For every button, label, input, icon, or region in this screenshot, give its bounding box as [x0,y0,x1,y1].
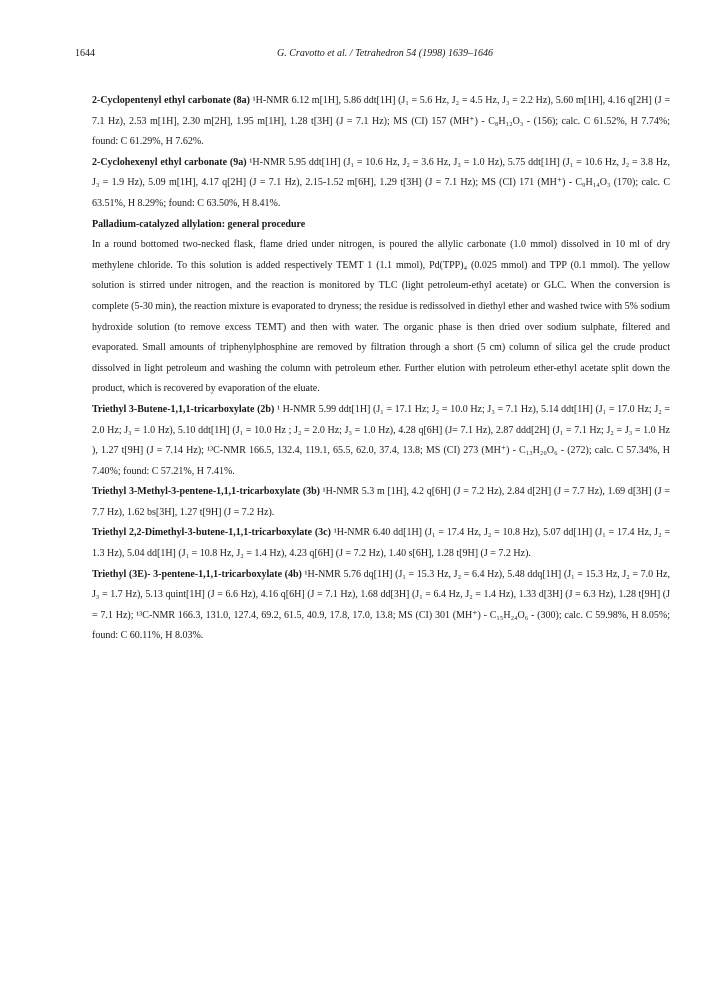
compound-data: ¹H-NMR 5.3 m [1H], 4.2 q[6H] (J = 7.2 Hz), 2.84 d[2H] (J = 7.7 Hz), 1.69 d[3H] (J = 7.7 Hz), 1.62 bs[3H], 1.27 t[9H] (J = 7.2 Hz). [92,486,670,518]
compound-entry-3c [92,523,670,564]
compound-title: Triethyl 3-Butene-1,1,1-tricarboxylate (2b) [92,403,275,415]
compound-data: ¹H-NMR 5.76 dq[1H] (J₁ = 15.3 Hz, J₂ = 6.4 Hz), 5.48 ddq[1H] (J₁ = 15.3 Hz, J₂ = 7.0 Hz, J₃ = 1.7 Hz), 5.13 quint[1H] (J = 6.6 Hz), 4.16 q[6H] (J = 7.1 Hz), 1.68 dd[3H] (J₁ = 6.4 Hz, J₂ = 1.4 Hz), 1.33 d[3H] (J = 6.3 Hz), 1.28 t[9H] (J = 7.1 Hz); ¹³C-NMR 166.3, 131.0, 127.4, 69.2, 61.5, 40.9, 17.8, 17.0, 13.8; MS (CI) 301 (MH⁺) - C₁₅H₂₄O₆ - (300); calc. C 59.98%, H 8.05%; found: C 60.11%, H 8.03%. [92,568,670,642]
compound-data: ¹H-NMR 5.95 ddt[1H] (J₁ = 10.6 Hz, J₂ = 3.6 Hz, J₃ = 1.0 Hz), 5.75 ddt[1H] (J₁ = 10.6 Hz, J₂ = 3.8 Hz, J₃ = 1.9 Hz), 5.09 m[1H], 4.17 q[2H] (J = 7.1 Hz), 2.15-1.52 m[6H], 1.29 t[3H] (J = 7.1 Hz); MS (CI) 171 (MH⁺) - C₉H₁₄O₃ (170); calc. C 63.51%, H 8.29%; found: C 63.50%, H 8.41%. [92,156,670,209]
compound-entry-9a [92,153,670,215]
compound-title: 2-Cyclopentenyl ethyl carbonate (8a) [92,95,250,106]
procedure-paragraph [92,235,670,400]
section-heading: Palladium-catalyzed allylation: general procedure [92,218,306,230]
procedure-text: In a round bottomed two-necked flask, flame dried under nitrogen, is poured the allylic carbonate (1.0 mmol) dissolved in 10 ml of dry methylene chloride. To this solution is added respectively TEMT 1 (1.1 mmol), Pd(TPP)₄ (0.025 mmol) and TPP (0.1 mmol). The yellow solution is stirred under nitrogen, and the reaction is monitored by TLC (light petroleum-ethyl acetate) or GLC. When the conversion is complete (5-30 min), the reaction mixture is evaporated to dryness; the residue is redissolved in diethyl ether and washed twice with 5% sodium hydroxide solution (to remove excess TEMT) and then with water. The organic phase is then dried over sodium sulphate, filtered and evaporated. Small amounts of triphenylphosphine are removed by filtration through a short (5 cm) column of silica gel the crude product dissolved in light petroleum and washing the column with petroleum ether. Further elution with petroleum ether-ethyl acetate split down the product, which is recovered by evaporation of the eluate. [92,239,670,395]
compound-entry-3b [92,482,670,523]
article-body [92,91,670,647]
compound-entry-2b [92,400,670,482]
compound-title: Triethyl 3-Methyl-3-pentene-1,1,1-tricarboxylate (3b) [92,486,320,498]
compound-entry-4b [92,565,670,647]
page-number: 1644 [75,48,95,59]
compound-title: Triethyl 2,2-Dimethyl-3-butene-1,1,1-tricarboxylate (3c) [92,527,331,539]
running-head: G. Cravotto et al. / Tetrahedron 54 (1998) 1639–1646 [277,48,493,59]
page-header [75,48,675,64]
compound-title: Triethyl (3E)- 3-pentene-1,1,1-tricarboxylate (4b) [92,568,302,580]
compound-entry-8a [92,91,670,153]
compound-title: 2-Cyclohexenyl ethyl carbonate (9a) [92,156,247,168]
compound-data: ¹ H-NMR 5.99 ddt[1H] (J₁ = 17.1 Hz; J₂ = 10.0 Hz; J₃ = 7.1 Hz), 5.14 ddt[1H] (J₁ = 17.0 Hz; J₂ = 2.0 Hz; J₃ = 1.0 Hz), 5.10 ddt[1H] (J₁ = 10.0 Hz ; J₂ = 2.0 Hz; J₃ = 1.0 Hz), 4.28 q[6H] (J= 7.1 Hz), 2.87 ddd[2H] (J₁ = 7.1 Hz; J₂ = J₃ = 1.0 Hz ), 1.27 t[9H] (J = 7.14 Hz); ¹³C-NMR 166.5, 132.4, 119.1, 65.5, 62.0, 37.4, 13.8; MS (CI) 273 (MH⁺) - C₁₃H₂₀O₆ - (272); calc. C 57.34%, H 7.40%; found: C 57.21%, H 7.41%. [92,403,670,477]
compound-data: ¹H-NMR 6.40 dd[1H] (J₁ = 17.4 Hz, J₂ = 10.8 Hz), 5.07 dd[1H] (J₁ = 17.4 Hz, J₂ = 1.3 Hz), 5.04 dd[1H] (J₁ = 10.8 Hz, J₂ = 1.4 Hz), 4.23 q[6H] (J = 7.2 Hz), 1.40 s[6H], 1.28 t[9H] (J = 7.2 Hz). [92,527,670,560]
compound-data: ¹H-NMR 6.12 m[1H], 5.86 ddt[1H] (J₁ = 5.6 Hz, J₂ = 4.5 Hz, J₃ = 2.2 Hz), 5.60 m[1H], 4.16 q[2H] (J = 7.1 Hz), 2.53 m[1H], 2.30 m[2H], 1.95 m[1H], 1.28 t[3H] (J = 7.1 Hz); MS (CI) 157 (MH⁺) - C₈H₁₂O₃ - (156); calc. C 61.52%, H 7.74%; found: C 61.29%, H 7.62%. [92,95,670,148]
